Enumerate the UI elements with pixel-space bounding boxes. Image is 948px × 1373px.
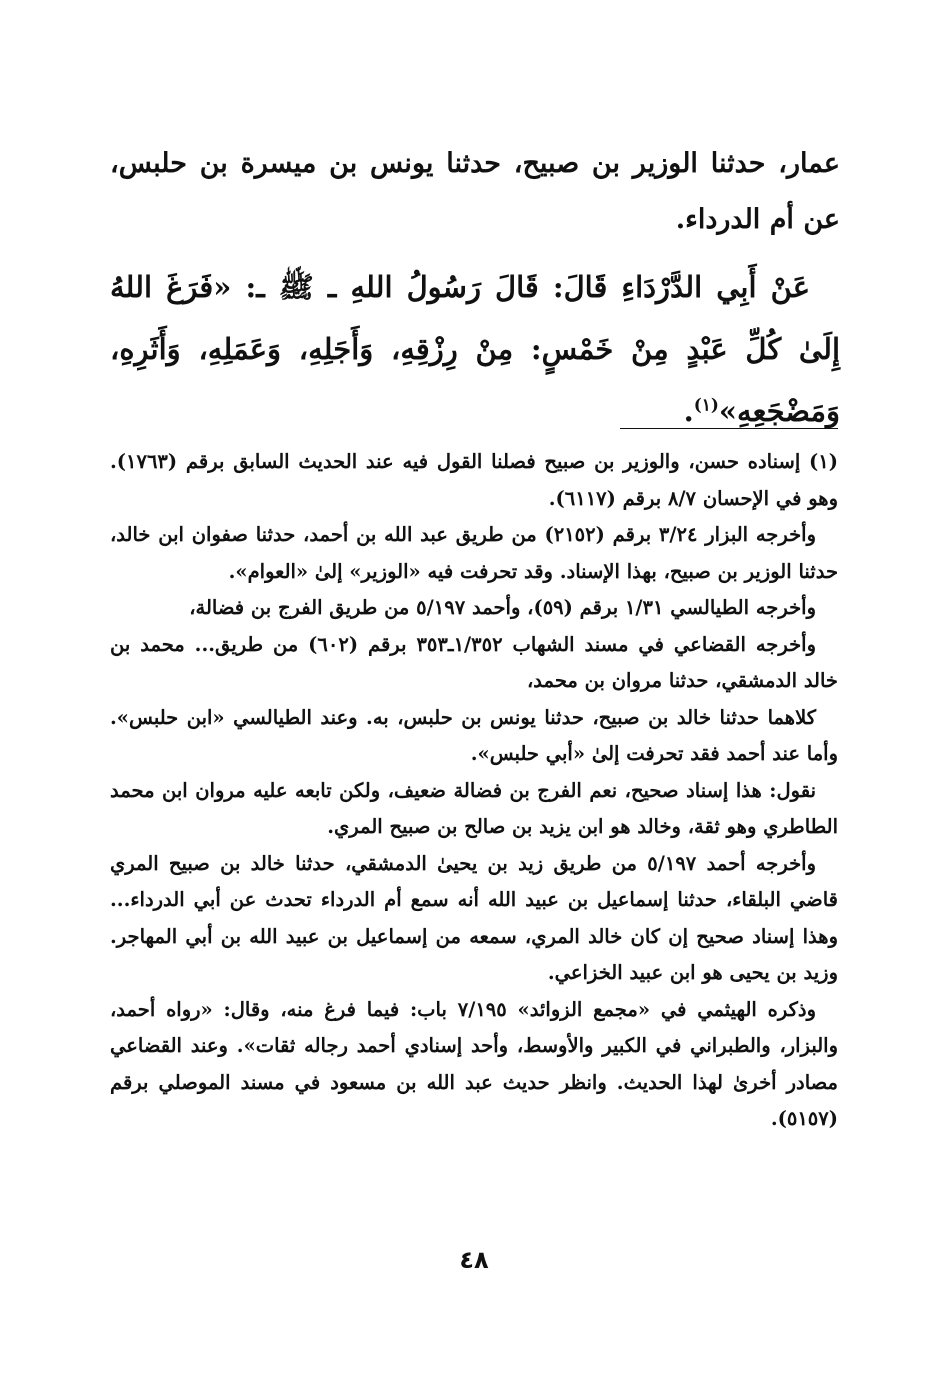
footnote-reference: (١) [693,395,719,416]
footnote-paragraph: وذكره الهيثمي في «مجمع الزوائد» ٧/١٩٥ باب: فيما فرغ منه، وقال: «رواه أحمد، والبزار، والطبراني في الكبير والأوسط، وأحد إسنادي أحمد رجاله ثقات». وعند القضاعي مصادر أخرىٰ لهذا الحديث. وانظر حديث عبد الله بن مسعود في مسند الموصلي برقم (٥١٥٧). [110,997,838,1130]
hadith-text [110,256,840,442]
page-number: ٤٨ [459,1246,489,1274]
hadith-period: . [683,394,694,428]
footnote-paragraph: وأخرجه أحمد ٥/١٩٧ من طريق زيد بن يحيىٰ الدمشقي، حدثنا خالد بن صبيح المري قاضي البلقاء، حدثنا إسماعيل بن عبيد الله أنه سمع أم الدرداء تحدث عن أبي الدرداء... وهذا إسناد صحيح إن كان خالد المري، سمعه من إسماعيل بن عبيد الله بن أبي المهاجر. وزيد بن يحيى هو ابن عبيد الخزاعي. [110,851,838,984]
footnote-paragraph: (١) إسناده حسن، والوزير بن صبيح فصلنا القول فيه عند الحديث السابق برقم (١٧٦٣). وهو في الإحسان ٨/٧ برقم (٦١١٧). [110,450,838,510]
isnad-text: عمار، حدثنا الوزير بن صبيح، حدثنا يونس بن ميسرة بن حلبس، عن أم الدرداء. [110,148,840,235]
footnote-paragraph: نقول: هذا إسناد صحيح، نعم الفرج بن فضالة ضعيف، ولكن تابعه عليه مروان ابن محمد الطاطري وهو ثقة، وخالد هو ابن يزيد بن صالح بن صبيح المري. [110,778,838,838]
footnote-separator [620,428,838,429]
main-text [110,136,840,442]
footnote-paragraph: وأخرجه القضاعي في مسند الشهاب ١/٣٥٢ـ٣٥٣ برقم (٦٠٢) من طريق... محمد بن خالد الدمشقي، حدثنا مروان بن محمد، [110,632,838,692]
hadith-body: عَنْ أَبِي الدَّرْدَاءِ قَالَ: قَالَ رَسُولُ اللهِ ـ ﷺ ـ: «فَرَغَ اللهُ إِلَىٰ كُلِّ عَبْدٍ مِنْ خَمْسٍ: مِنْ رِزْقِهِ، وَأَجَلِهِ، وَعَمَلِهِ، وَأَثَرِهِ، وَمَضْجَعِهِ» [110,270,840,428]
footnotes [110,444,838,1138]
footnote-paragraph: وأخرجه الطيالسي ١/٣١ برقم (٥٩)، وأحمد ٥/١٩٧ من طريق الفرج بن فضالة، [189,596,816,619]
footnote-paragraph: وأخرجه البزار ٣/٢٤ برقم (٢١٥٢) من طريق عبد الله بن أحمد، حدثنا صفوان ابن خالد، حدثنا الوزير بن صبيح، بهذا الإسناد. وقد تحرفت فيه «الوزير» إلىٰ «العوام». [110,523,838,583]
footnote-paragraph: كلاهما حدثنا خالد بن صبيح، حدثنا يونس بن حلبس، به. وعند الطيالسي «ابن حلبس». وأما عند أحمد فقد تحرفت إلىٰ «أبي حلبس». [110,705,838,765]
